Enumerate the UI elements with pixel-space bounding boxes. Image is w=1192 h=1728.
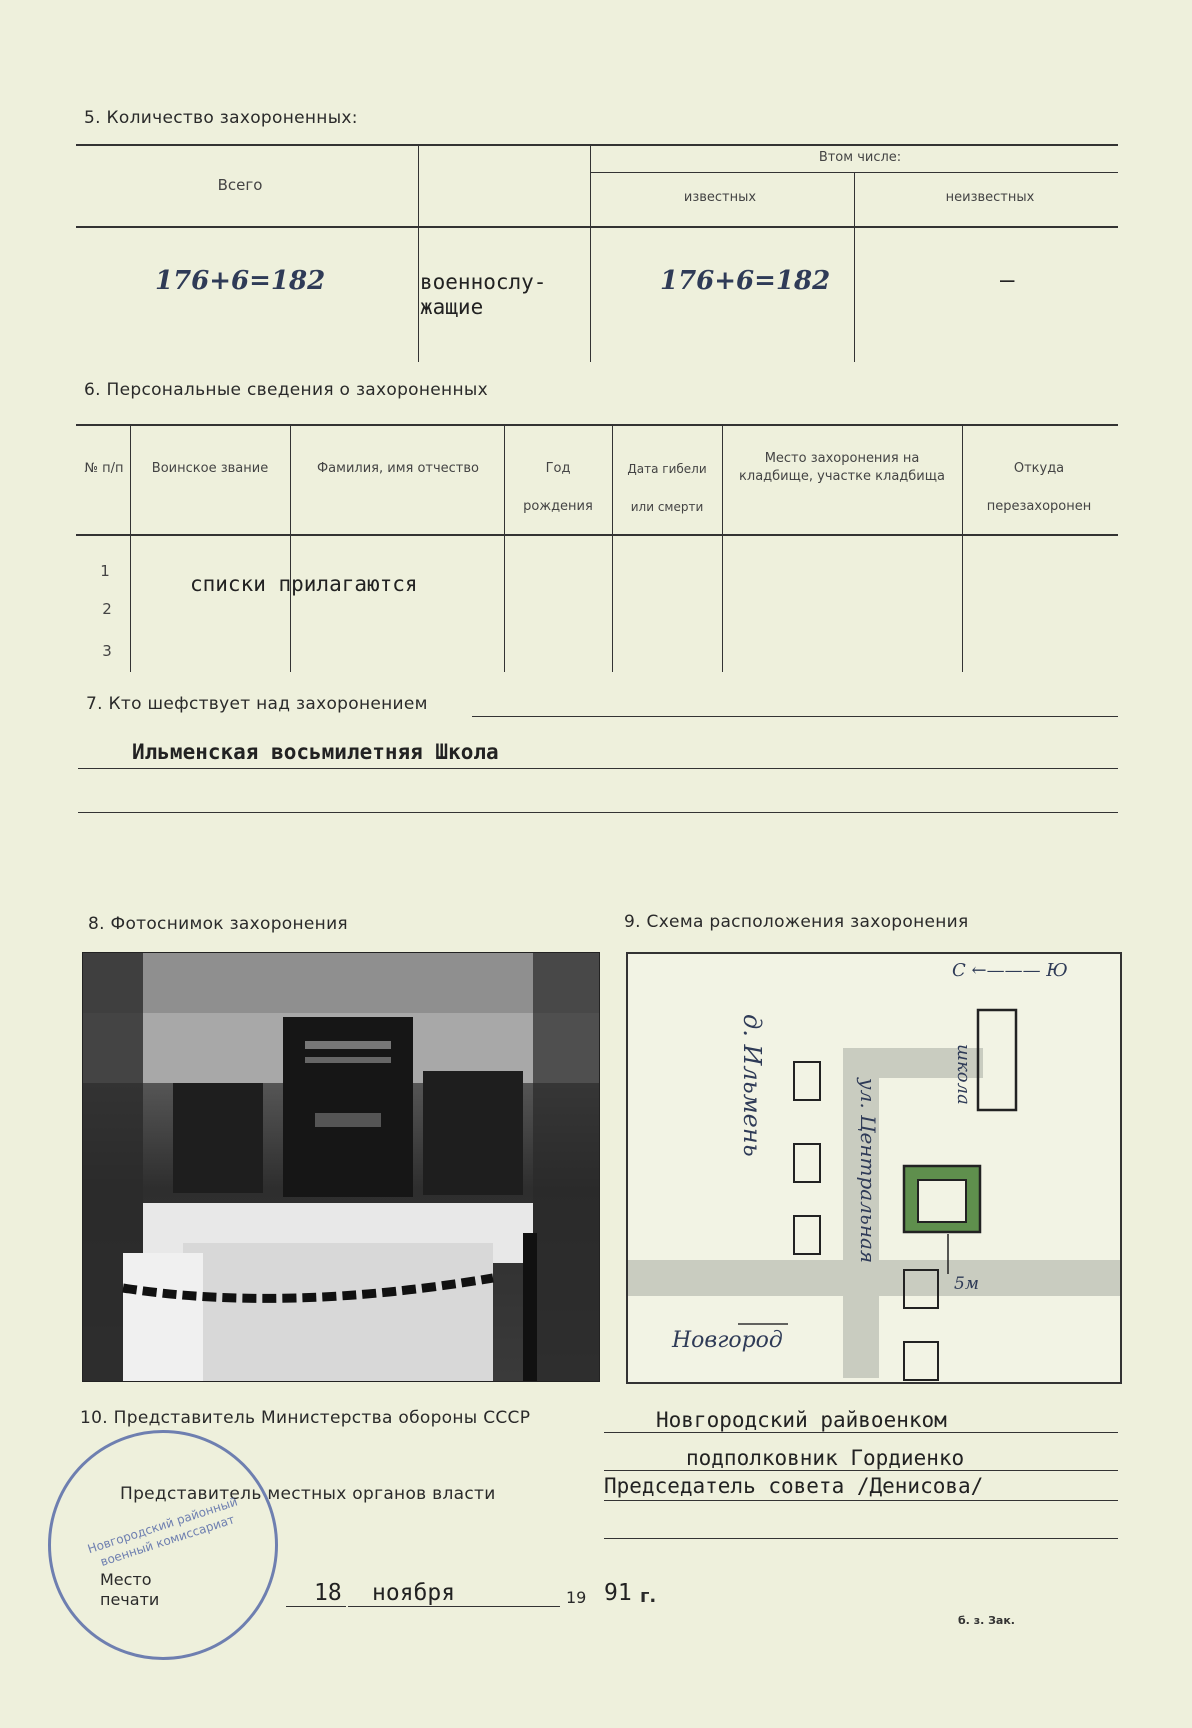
scheme-direction-label: Новгород <box>672 1328 783 1353</box>
section7-title: 7. Кто шефствует над захоронением <box>86 694 428 714</box>
date-month-line <box>348 1606 560 1607</box>
section10-title: 10. Представитель Министерства обороны СССР <box>80 1408 531 1428</box>
table5-unknown-value: – <box>1000 266 1015 294</box>
table5-top-border <box>76 144 1118 146</box>
mo-line-1 <box>604 1432 1118 1433</box>
table5-header-total: Всего <box>217 176 263 194</box>
memorial-drawing <box>83 953 599 1381</box>
table6-header-reburied-from: Откуда перезахоронен <box>986 461 1092 514</box>
table6-header-death-date: Дата гибели или смерти <box>627 462 707 514</box>
table6-header-burial-place: Место захоронения на кладбище, участке кладбища <box>739 451 945 484</box>
section6-title: 6. Персональные сведения о захороненных <box>84 380 488 400</box>
mo-line-2 <box>604 1470 1118 1471</box>
burial-photo <box>82 952 600 1382</box>
local-authority-title: Представитель местных органов власти <box>120 1484 496 1504</box>
local-line-2 <box>604 1538 1118 1539</box>
seal-place-label: Место печати <box>100 1570 160 1609</box>
section7-line-1 <box>472 716 1118 717</box>
table5-header-unknown: неизвестных <box>945 190 1035 205</box>
table6-vline-2 <box>290 424 291 672</box>
table6-header-rank: Воинское звание <box>151 461 269 476</box>
mo-representative-line2: подполковник Гордиенко <box>686 1446 965 1470</box>
seal-text: Новгородский районный военный комиссариат <box>85 1494 240 1569</box>
date-year-g: г. <box>640 1586 657 1607</box>
table5-header-bottom <box>76 226 1118 228</box>
table5-vline-1 <box>418 144 419 362</box>
table6-vline-3 <box>504 424 505 672</box>
date-year-prefix: 19 <box>566 1588 587 1607</box>
table6-vline-6 <box>962 424 963 672</box>
local-authority-value: Председатель совета /Денисова/ <box>604 1474 984 1498</box>
table6-vline-4 <box>612 424 613 672</box>
printer-note: б. з. Зак. <box>958 1614 1015 1627</box>
table6-row-number-3: 3 <box>102 642 112 660</box>
table6-row-number-1: 1 <box>100 562 110 580</box>
section5-title: 5. Количество захороненных: <box>84 108 358 128</box>
table5-header-in-that-number: Втом числе: <box>818 150 902 165</box>
date-day-line <box>286 1606 346 1607</box>
scheme-village-label: д. Ильмень <box>738 1014 766 1157</box>
official-seal <box>48 1430 278 1660</box>
section7-line-2 <box>78 768 1118 769</box>
burial-scheme <box>626 952 1122 1384</box>
table6-note: списки прилагаются <box>190 572 418 596</box>
scheme-compass: С ←——— Ю <box>952 960 1068 981</box>
table5-known-value: 176+6=182 <box>660 266 831 296</box>
mo-representative-line1: Новгородский райвоенком <box>656 1408 947 1432</box>
date-day: 18 <box>314 1580 342 1606</box>
table6-header-name: Фамилия, имя отчество <box>316 461 479 476</box>
local-line-1 <box>604 1500 1118 1501</box>
table6-header-birth-year: Год рождения <box>523 461 593 514</box>
table5-total-value: 176+6=182 <box>155 266 326 296</box>
scheme-school-label: школа <box>953 1044 974 1105</box>
table5-vline-2 <box>590 144 591 362</box>
scheme-distance-label: 5м <box>954 1274 979 1294</box>
section7-line-3 <box>78 812 1118 813</box>
table5-vline-3 <box>854 172 855 362</box>
scheme-street-label: ул. Центральная <box>856 1078 880 1264</box>
table6-row-number-2: 2 <box>102 600 112 618</box>
date-month: ноября <box>372 1580 456 1606</box>
date-year-suffix: 91 <box>604 1580 632 1606</box>
section7-value: Ильменская восьмилетняя Школа <box>132 740 499 764</box>
table6-vline-1 <box>130 424 131 672</box>
table5-category: военнослу-жащие <box>420 270 547 319</box>
section9-title: 9. Схема расположения захоронения <box>624 912 969 932</box>
table5-header-known: известных <box>683 190 757 205</box>
table6-vline-5 <box>722 424 723 672</box>
table6-header-number: № п/п <box>84 461 124 476</box>
section8-title: 8. Фотоснимок захоронения <box>88 914 348 934</box>
